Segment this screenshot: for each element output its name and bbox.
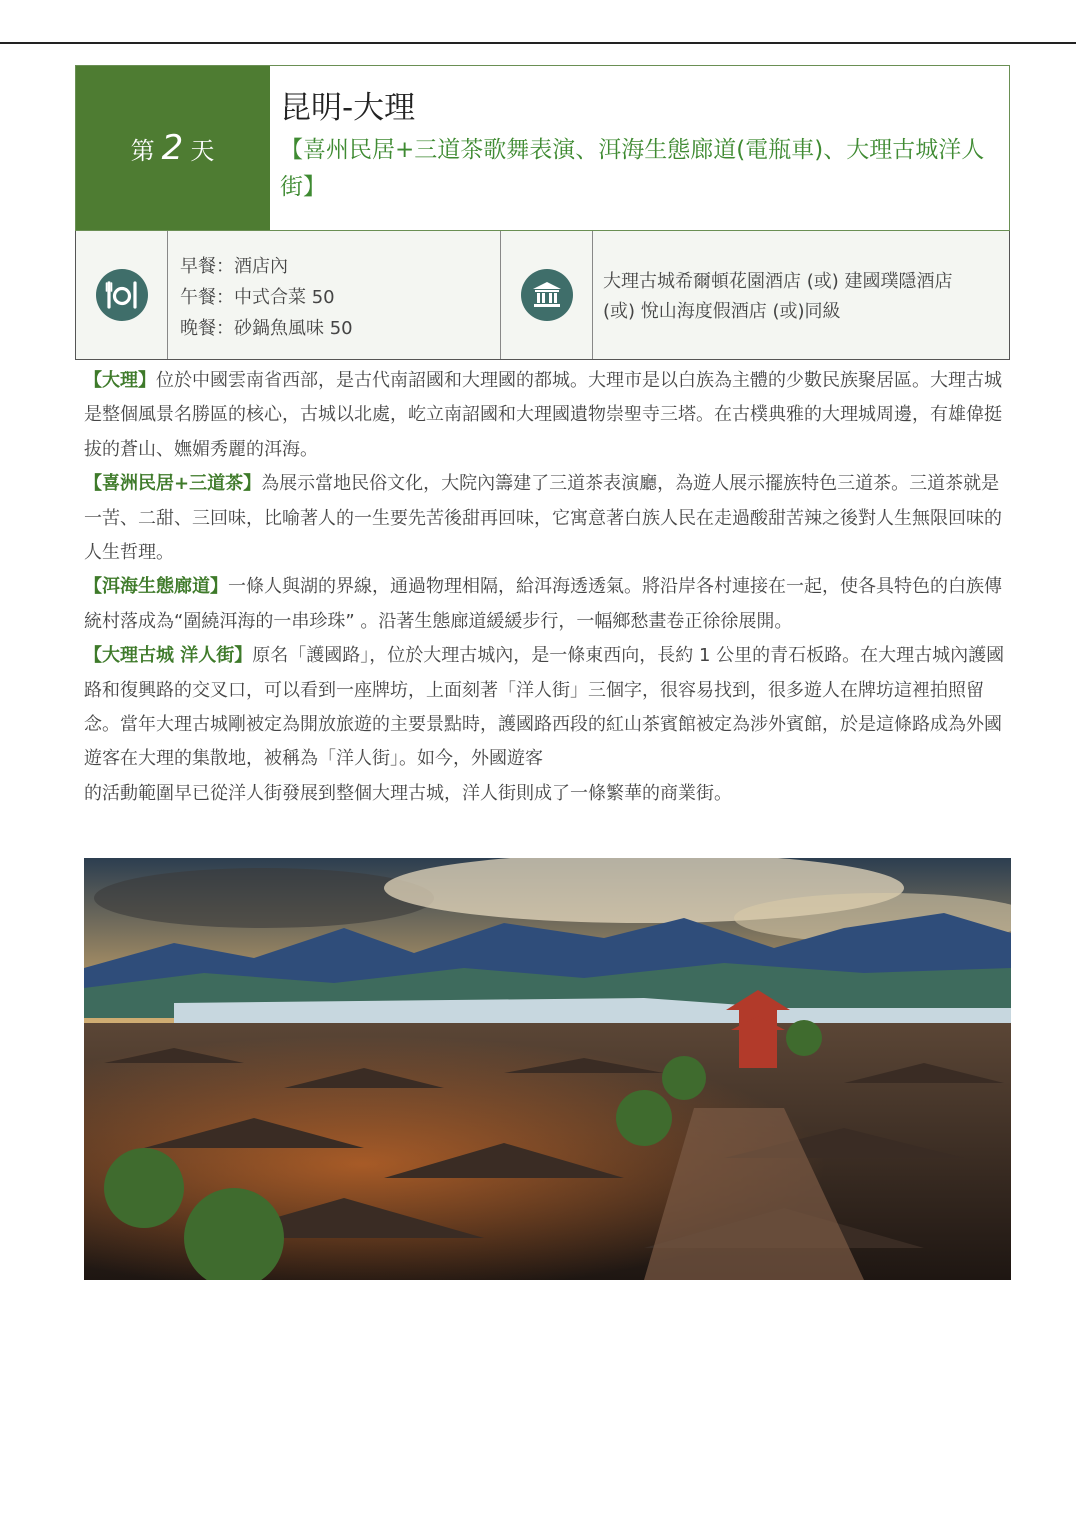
day-number: 2	[161, 128, 185, 168]
section-heading: 【洱海生態廊道】	[84, 576, 228, 598]
dining-icon	[96, 269, 148, 321]
hotel-info	[593, 231, 1009, 359]
day-badge	[76, 66, 270, 230]
section-foreigner-street-cont: 的活動範圍早已從洋人街發展到整個大理古城，洋人街則成了一條繁華的商業街。	[84, 782, 732, 804]
section-xizhou	[84, 467, 1010, 570]
day-suffix: 天	[190, 136, 216, 165]
itinerary-description	[84, 364, 1010, 811]
hotel-icon-cell	[501, 231, 593, 359]
hotel-line-1: 大理古城希爾頓花園酒店 (或) 建國璞隱酒店	[603, 271, 953, 292]
hotel-building-icon	[521, 269, 573, 321]
section-erhai	[84, 570, 1010, 639]
section-body: 為展示當地民俗文化，大院內籌建了三道茶表演廳，為遊人展示擺族特色三道茶。三道茶就是一苦、二甜、三回味，比喻著人的一生要先苦後甜再回味，它寓意著白族人民在走過酸甜苦辣之後對人生無限回味的人生哲理。	[84, 473, 1002, 564]
day-prefix: 第	[130, 136, 156, 165]
section-heading: 【喜洲民居+三道茶】	[84, 473, 262, 495]
dali-old-town-photo	[84, 858, 1011, 1280]
section-heading: 【大理古城 洋人街】	[84, 645, 253, 667]
day-header	[75, 65, 1010, 231]
hotel-line-2: (或) 悅山海度假酒店 (或)同級	[603, 301, 841, 322]
section-body: 位於中國雲南省西部，是古代南詔國和大理國的都城。大理市是以白族為主體的少數民族聚居區。大理古城是整個風景名勝區的核心，古城以北處，屹立南詔國和大理國遺物崇聖寺三塔。在古樸典雅的大理城周邊，有雄偉挺拔的蒼山、嫵媚秀麗的洱海。	[84, 370, 1002, 460]
route-title: 昆明-大理	[280, 90, 416, 126]
breakfast-line: 早餐：酒店內	[180, 256, 288, 277]
meals-info	[168, 231, 501, 359]
section-body: 原名「護國路」，位於大理古城內，是一條東西向，長約 1 公里的青石板路。在大理古城內護國路和復興路的交叉口，可以看到一座牌坊，上面刻著「洋人街」三個字，很容易找到，很多遊人在牌坊這裡拍照留念。當年大理古城剛被定為開放旅遊的主要景點時，護國路西段的紅山茶賓館被定為涉外賓館，於是這條路成為外國遊客在大理的集散地，被稱為「洋人街」。如今，外國遊客	[84, 645, 1005, 770]
section-dali	[84, 364, 1010, 467]
lunch-line: 午餐：中式合菜 50	[180, 287, 335, 308]
meals-icon-cell	[76, 231, 168, 359]
itinerary-highlights: 【喜州民居+三道茶歌舞表演、洱海生態廊道(電瓶車)、大理古城洋人街】	[280, 137, 985, 200]
section-body: 一條人與湖的界線，通過物理相隔，給洱海透透氣。將沿岸各村連接在一起，使各具特色的白族傳統村落成為“圍繞洱海的一串珍珠” 。沿著生態廊道緩緩步行，一幅鄉愁畫卷正徐徐展開。	[84, 576, 1002, 632]
top-divider	[0, 42, 1076, 44]
section-heading: 【大理】	[84, 370, 156, 391]
section-foreigner-street	[84, 639, 1010, 777]
meals-hotel-row	[75, 231, 1010, 360]
dinner-line: 晚餐：砂鍋魚風味 50	[180, 318, 353, 339]
day-title-area	[270, 66, 1009, 230]
